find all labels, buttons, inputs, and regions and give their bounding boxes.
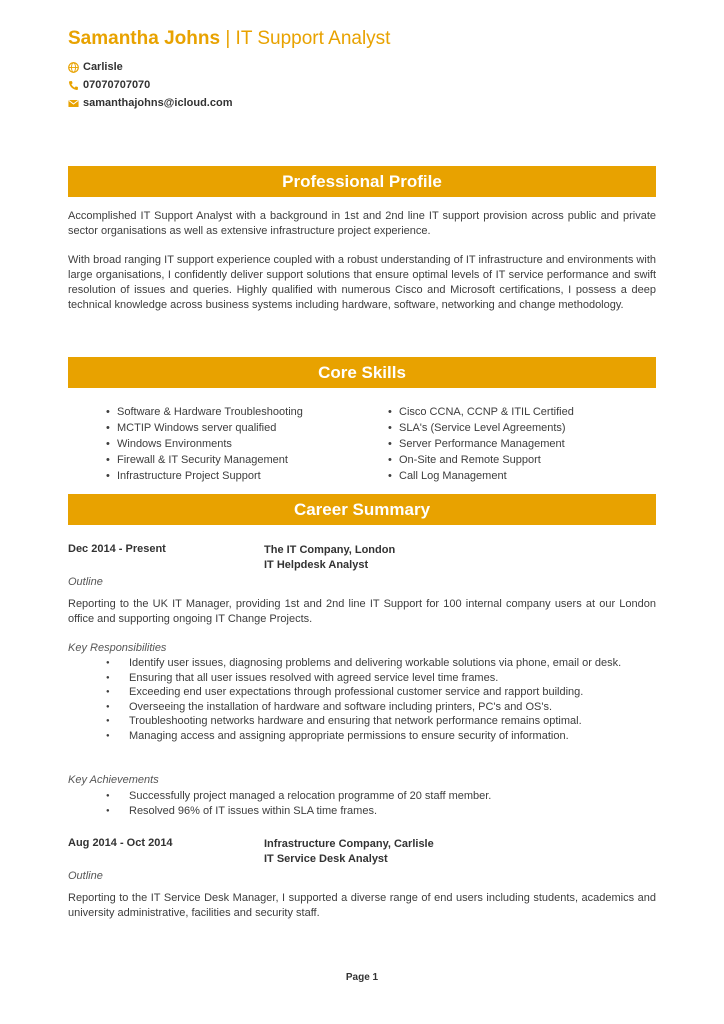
skill-item: • Windows Environments — [104, 436, 303, 452]
section-header-profile: Professional Profile — [68, 166, 656, 197]
contact-email — [68, 97, 232, 109]
job-outline: Reporting to the UK IT Manager, providing 1st and 2nd line IT Support for 100 internal company users at our London office and supporting ongoing IT Change Projects. — [68, 598, 656, 625]
responsibility-item: ● Identify user issues, diagnosing problems and delivering workable solutions via phone, email or desk. — [129, 656, 649, 671]
contact-phone — [68, 79, 150, 91]
achievement-item: ● Resolved 96% of IT issues within SLA time frames. — [129, 804, 649, 819]
section-header-career: Career Summary — [68, 494, 656, 525]
achievements-label: Key Achievements — [68, 774, 159, 786]
name-separator: | — [220, 28, 236, 49]
contact-location — [68, 61, 123, 73]
company-name: Infrastructure Company, Carlisle — [264, 838, 434, 850]
job-dates: Aug 2014 - Oct 2014 — [68, 837, 173, 849]
responsibility-item: ● Exceeding end user expectations through professional customer service and rapport building. — [129, 685, 649, 700]
job-employer — [264, 837, 434, 867]
job-title: IT Support Analyst — [235, 28, 391, 49]
company-name: The IT Company, London — [264, 544, 396, 556]
location-text: Carlisle — [83, 61, 123, 73]
job-employer — [264, 543, 395, 573]
email-text[interactable]: samanthajohns@icloud.com — [83, 97, 233, 109]
skill-item: • MCTIP Windows server qualified — [104, 420, 303, 436]
envelope-icon — [68, 98, 79, 109]
profile-paragraph-2: With broad ranging IT support experience coupled with a robust understanding of IT infrastructure and environments with large organisations, I confidently deliver support solutions that ensure optimal levels of IT service performance and swift resolution of issues and queries. Highly qualified with numerous Cisco and Microsoft certifications, I possess a deep technical knowledge across business systems including hardware, software, networking and change methodology. — [68, 254, 656, 311]
achievement-item: ● Successfully project managed a relocation programme of 20 staff member. — [129, 789, 649, 804]
job-dates: Dec 2014 - Present — [68, 543, 166, 555]
skill-item: • Server Performance Management — [386, 436, 574, 452]
skill-item: • Infrastructure Project Support — [104, 468, 303, 484]
page-number: Page 1 — [345, 972, 379, 983]
profile-paragraph-1: Accomplished IT Support Analyst with a background in 1st and 2nd line IT support provision across public and private sector organisations as well as extensive infrastructure project experience. — [68, 210, 656, 237]
skill-item: • Call Log Management — [386, 468, 574, 484]
responsibility-item: ● Overseeing the installation of hardware and software including printers, PC's and OS's. — [129, 700, 649, 715]
skills-list-left — [104, 404, 303, 484]
skill-item: • Software & Hardware Troubleshooting — [104, 404, 303, 420]
skill-item: • SLA's (Service Level Agreements) — [386, 420, 574, 436]
outline-label: Outline — [68, 576, 103, 588]
role-title: IT Service Desk Analyst — [264, 853, 388, 865]
skill-item: • Cisco CCNA, CCNP & ITIL Certified — [386, 404, 574, 420]
skill-item: • On-Site and Remote Support — [386, 452, 574, 468]
responsibility-item: ● Managing access and assigning appropriate permissions to ensure security of information. — [129, 729, 649, 744]
phone-icon — [68, 80, 79, 91]
job-outline: Reporting to the IT Service Desk Manager, I supported a diverse range of end users including students, academics and university administrative, facilities and security staff. — [68, 892, 656, 919]
name-title-line — [68, 28, 390, 50]
responsibilities-label: Key Responsibilities — [68, 642, 167, 654]
achievements-list — [129, 789, 649, 818]
section-header-skills: Core Skills — [68, 357, 656, 388]
skills-list-right — [386, 404, 574, 484]
globe-icon — [68, 62, 79, 73]
responsibilities-list — [129, 656, 649, 744]
responsibility-item: ● Ensuring that all user issues resolved with agreed service level time frames. — [129, 671, 649, 686]
candidate-name: Samantha Johns — [68, 28, 221, 49]
outline-label: Outline — [68, 870, 103, 882]
responsibility-item: ● Troubleshooting networks hardware and ensuring that network performance remains optimal. — [129, 714, 649, 729]
skill-item: • Firewall & IT Security Management — [104, 452, 303, 468]
role-title: IT Helpdesk Analyst — [264, 559, 369, 571]
phone-text: 07070707070 — [83, 79, 151, 91]
